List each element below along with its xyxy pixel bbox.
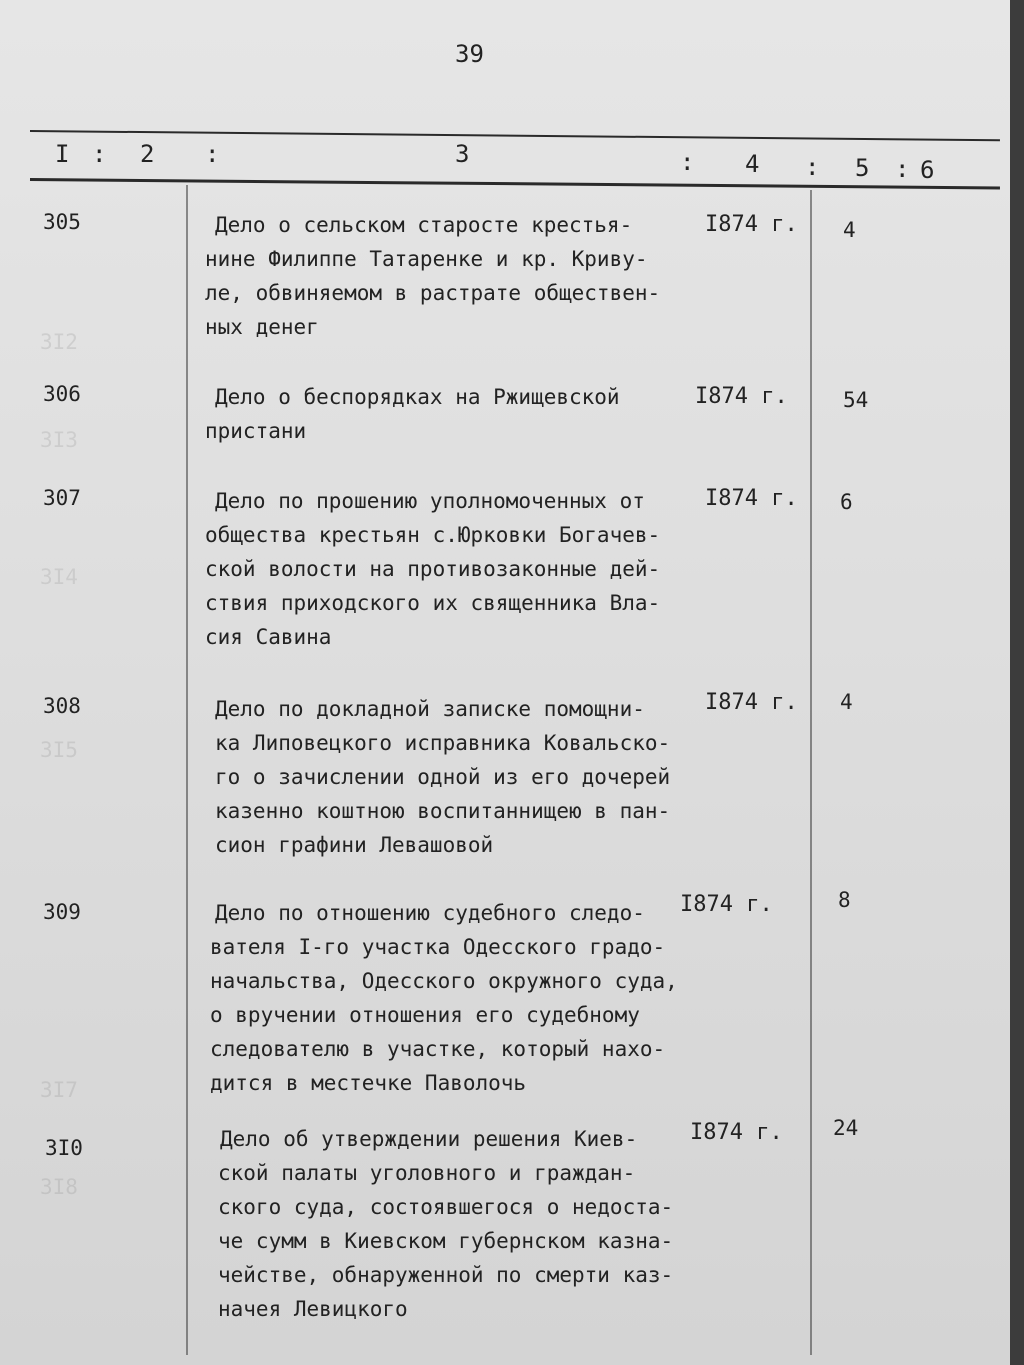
- record-title-line: пристани: [205, 419, 307, 443]
- record-title-line: начальства, Одесского окружного суда,: [210, 969, 678, 993]
- bleed-through-text: 3I4: [40, 565, 78, 589]
- header-sep: :: [895, 155, 910, 183]
- record-number: 3I0: [45, 1136, 83, 1160]
- record-title-line: ка Липовецкого исправника Ковальско-: [215, 731, 671, 755]
- record-title-line: Дело о беспорядках на Ржищевской: [215, 385, 620, 409]
- header-col-4: 4: [745, 150, 760, 178]
- header-sep: :: [680, 148, 695, 176]
- record-title-line: Дело по отношению судебного следо-: [215, 901, 645, 925]
- record-sheet-count: 24: [833, 1116, 859, 1140]
- column-divider: [186, 185, 188, 1355]
- record-year: I874 г.: [695, 384, 788, 409]
- bleed-through-text: 3I3: [40, 428, 78, 452]
- record-title-line: дится в местечке Паволочь: [210, 1071, 527, 1095]
- record-title-line: че сумм в Киевском губернском казна-: [218, 1229, 674, 1253]
- record-number: 307: [43, 486, 81, 510]
- record-title-line: ской палаты уголовного и граждан-: [218, 1161, 636, 1185]
- record-title-line: нине Филиппе Татаренке и кр. Криву-: [205, 247, 648, 271]
- record-year: I874 г.: [690, 1120, 783, 1145]
- record-title-line: го о зачислении одной из его дочерей: [215, 765, 671, 789]
- record-title-line: вателя I-го участка Одесского градо-: [210, 935, 666, 959]
- column-divider: [810, 190, 812, 1355]
- bleed-through-text: 3I2: [40, 330, 78, 354]
- record-title-line: чействе, обнаруженной по смерти каз-: [218, 1263, 674, 1287]
- record-sheet-count: 54: [843, 388, 869, 412]
- record-year: I874 г.: [705, 212, 798, 237]
- page-edge-shadow: [1010, 0, 1024, 1365]
- header-sep: :: [92, 140, 107, 168]
- record-sheet-count: 8: [838, 888, 851, 912]
- record-sheet-count: 4: [840, 690, 853, 714]
- record-sheet-count: 4: [843, 218, 856, 242]
- record-title-line: ской волости на противозаконные дей-: [205, 557, 661, 581]
- record-title-line: сион графини Левашовой: [215, 833, 494, 857]
- record-title-line: Дело о сельском старосте крестья-: [215, 213, 633, 237]
- record-title-line: начея Левицкого: [218, 1297, 408, 1321]
- record-title-line: ского суда, состоявшегося о недоста-: [218, 1195, 674, 1219]
- header-col-2: 2: [140, 140, 155, 168]
- record-year: I874 г.: [680, 892, 773, 917]
- header-sep: :: [805, 153, 820, 181]
- header-col-1: I: [55, 140, 70, 168]
- record-title-line: ствия приходского их священника Вла-: [205, 591, 661, 615]
- record-title-line: ных денег: [205, 315, 319, 339]
- record-number: 309: [43, 900, 81, 924]
- record-title-line: казенно коштною воспитаннищею в пан-: [215, 799, 671, 823]
- record-title-line: Дело по прошению уполномоченных от: [215, 489, 645, 513]
- header-col-3: 3: [455, 140, 470, 168]
- record-year: I874 г.: [705, 486, 798, 511]
- header-sep: :: [205, 140, 220, 168]
- record-year: I874 г.: [705, 690, 798, 715]
- record-number: 308: [43, 694, 81, 718]
- header-col-6: 6: [920, 156, 935, 184]
- header-top-rule: [30, 130, 1000, 141]
- record-title-line: о вручении отношения его судебному: [210, 1003, 640, 1027]
- record-title-line: ле, обвиняемом в растрате обществен-: [205, 281, 661, 305]
- record-title-line: Дело по докладной записке помощни-: [215, 697, 645, 721]
- record-title-line: следователю в участке, который нахо-: [210, 1037, 666, 1061]
- bleed-through-text: 3I5: [40, 738, 78, 762]
- bleed-through-text: 3I8: [40, 1175, 78, 1199]
- bleed-through-text: 3I7: [40, 1078, 78, 1102]
- record-title-line: сия Савина: [205, 625, 332, 649]
- record-title-line: Дело об утверждении решения Киев-: [220, 1127, 638, 1151]
- header-col-5: 5: [855, 154, 870, 182]
- record-title-line: общества крестьян с.Юрковки Богачев-: [205, 523, 661, 547]
- page-number: 39: [455, 40, 484, 68]
- record-number: 306: [43, 382, 81, 406]
- record-sheet-count: 6: [840, 490, 853, 514]
- record-number: 305: [43, 210, 81, 234]
